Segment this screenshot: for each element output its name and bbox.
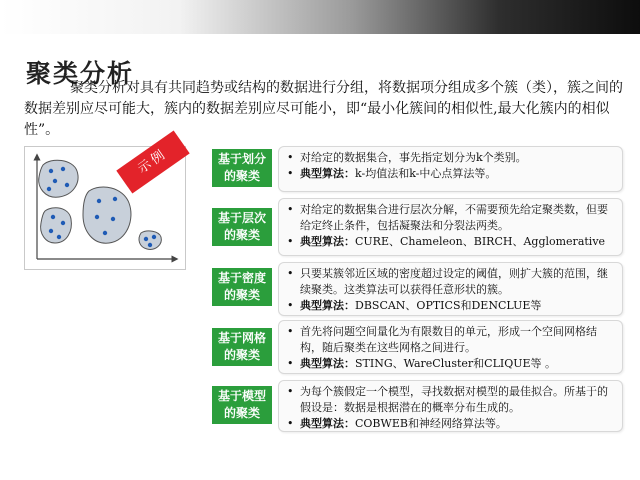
method-panel <box>278 380 623 432</box>
method-algorithms: • 典型算法：DBSCAN、OPTICS和DENCLUE等 <box>287 298 614 314</box>
cluster-point <box>144 237 148 241</box>
method-description: • 对给定的数据集合，事先指定划分为k个类别。 <box>287 150 614 166</box>
method-algorithms: • 典型算法：k-均值法和k-中心点算法等。 <box>287 166 614 182</box>
cluster-point <box>49 169 53 173</box>
method-panel <box>278 262 623 316</box>
method-algorithms: • 典型算法：CURE、Chameleon、BIRCH、Agglomerative <box>287 234 614 250</box>
method-badge: 基于模型 的聚类 <box>212 386 272 424</box>
method-description: • 首先将问题空间量化为有限数目的单元，形成一个空间网格结构，随后聚类在这些网格之间进行。 <box>287 324 614 356</box>
cluster-point <box>95 215 99 219</box>
intro-paragraph: 聚类分析对具有共同趋势或结构的数据进行分组，将数据项分组成多个簇（类），簇之间的数据差别应尽可能大，簇内的数据差别应尽可能小，即“最小化簇间的相似性,最大化簇内的相似性”。 <box>24 80 623 138</box>
cluster-point <box>51 215 55 219</box>
cluster-point <box>148 243 152 247</box>
method-panel <box>278 198 623 256</box>
method-badge: 基于网格 的聚类 <box>212 328 272 366</box>
example-ribbon: 示例 <box>116 130 189 193</box>
cluster-point <box>65 183 69 187</box>
page-title: 聚类分析 <box>26 59 135 88</box>
cluster-point <box>49 229 53 233</box>
cluster-point <box>111 217 115 221</box>
cluster-blob <box>39 160 78 197</box>
method-badge: 基于划分 的聚类 <box>212 149 272 187</box>
method-badge: 基于层次 的聚类 <box>212 208 272 246</box>
method-algorithms: • 典型算法：STING、WareCluster和CLIQUE等 。 <box>287 356 614 372</box>
method-description: • 为每个簇假定一个模型，寻找数据对模型的最佳拟合。所基于的假设是：数据是根据潜在的概率分布生成的。 <box>287 384 614 416</box>
method-description: • 只要某簇邻近区域的密度超过设定的阈值，则扩大簇的范围，继续聚类。这类算法可以获得任意形状的簇。 <box>287 266 614 298</box>
cluster-blob <box>83 187 131 243</box>
cluster-blob <box>41 208 72 243</box>
method-badge: 基于密度 的聚类 <box>212 268 272 306</box>
cluster-point <box>47 187 51 191</box>
cluster-point <box>103 231 107 235</box>
cluster-point <box>53 179 57 183</box>
header-band <box>0 0 640 34</box>
cluster-point <box>61 167 65 171</box>
method-panel <box>278 320 623 374</box>
method-algorithms: • 典型算法：COBWEB和神经网络算法等。 <box>287 416 614 432</box>
cluster-point <box>61 221 65 225</box>
cluster-point <box>97 199 101 203</box>
method-panel <box>278 146 623 192</box>
method-description: • 对给定的数据集合进行层次分解，不需要预先给定聚类数，但要给定终止条件，包括凝聚法和分裂法两类。 <box>287 202 614 234</box>
cluster-point <box>152 235 156 239</box>
cluster-point <box>113 197 117 201</box>
cluster-point <box>57 235 61 239</box>
